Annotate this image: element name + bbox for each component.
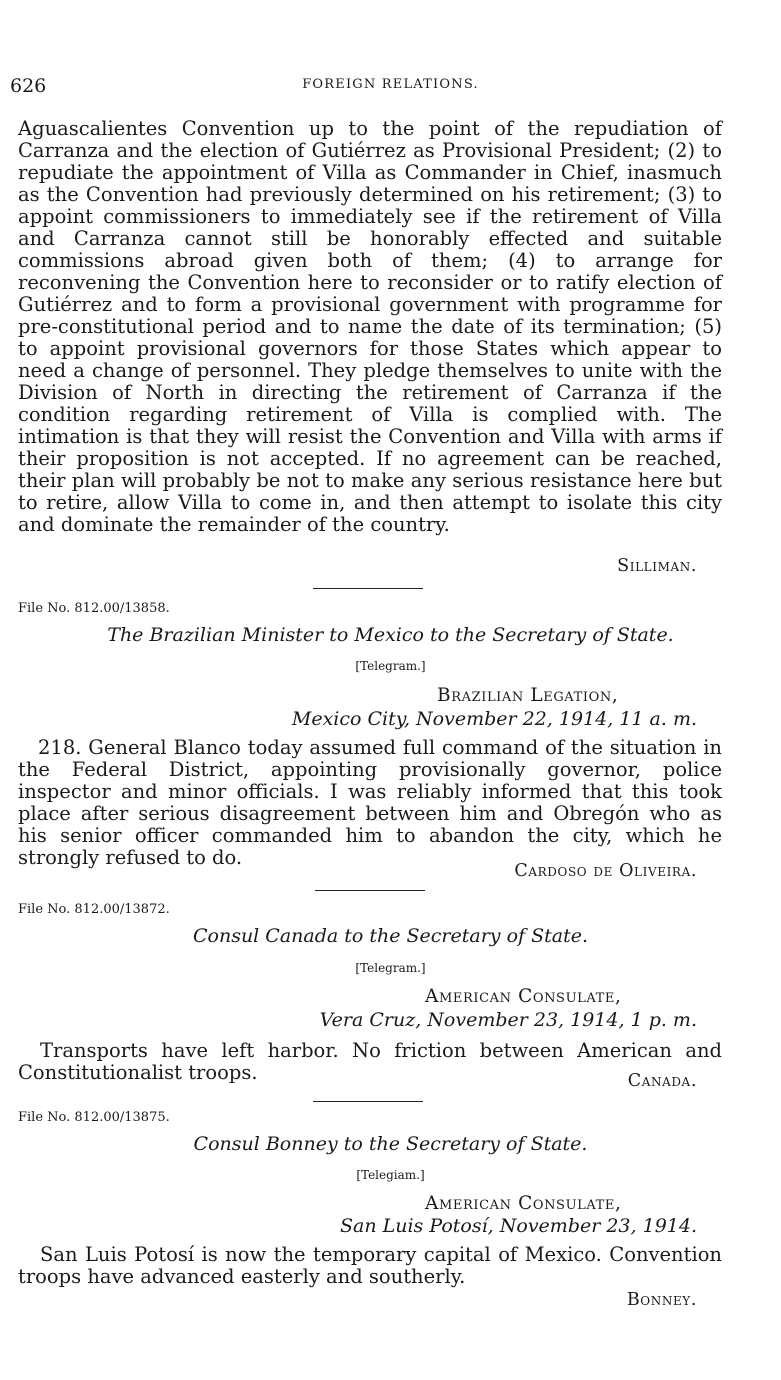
- telegram-body: San Luis Potosí is now the temporary capital of Mexico. Convention troops have advanced easterly and southerly.: [18, 1243, 722, 1288]
- telegram-label: [Telegram.]: [355, 659, 426, 673]
- file-number: File No. 812.00/13858.: [18, 601, 170, 616]
- file-number: File No. 812.00/13872.: [18, 902, 170, 917]
- signature-bonney: Bonney.: [626, 1290, 697, 1310]
- signature-silliman: Silliman.: [617, 556, 697, 576]
- telegram-label: [Telegram.]: [355, 961, 426, 975]
- page-header: [0, 75, 781, 99]
- document-title: Consul Canada to the Secretary of State.: [192, 925, 588, 947]
- dateline: San Luis Potosí, November 23, 1914.: [339, 1215, 697, 1237]
- section-divider: [315, 890, 425, 891]
- section-divider: [313, 1101, 423, 1102]
- dateline: Vera Cruz, November 23, 1914, 1 p. m.: [319, 1009, 697, 1031]
- section-divider: [313, 588, 423, 589]
- signature-canada: Canada.: [627, 1071, 697, 1091]
- signature-cardoso: Cardoso de Oliveira.: [514, 861, 697, 881]
- telegram-label: [Telegiam.]: [356, 1168, 425, 1182]
- document-title: The Brazilian Minister to Mexico to the Secretary of State.: [107, 624, 674, 646]
- dateline: Mexico City, November 22, 1914, 11 a. m.: [291, 708, 697, 730]
- origin-heading: American Consulate,: [425, 986, 622, 1007]
- page-number: 626: [10, 75, 47, 97]
- telegram-body: Transports have left harbor. No friction between American and Constitutionalist troops.: [18, 1039, 722, 1084]
- origin-heading: American Consulate,: [425, 1193, 622, 1214]
- running-head: FOREIGN RELATIONS.: [302, 77, 479, 92]
- file-number: File No. 812.00/13875.: [18, 1110, 170, 1125]
- telegram-body: 218. General Blanco today assumed full command of the situation in the Federal District, appointing provisionally governor, police inspector and minor officials. I was reliably informed that this took place after serious disagreement between him and Obregón who as his senior officer commanded him to abandon the city, which he strongly refused to do.: [18, 736, 722, 869]
- document-title: Consul Bonney to the Secretary of State.: [193, 1133, 588, 1155]
- origin-heading: Brazilian Legation,: [437, 685, 619, 706]
- continuation-paragraph: Aguascalientes Convention up to the point of the repudiation of Carranza and the election of Gutiérrez as Provisional President; (2) to repudiate the appointment of Villa as Commander in Chief, inasmuch as the Convention had previously determined on his retirement; (3) to appoint commissioners to immediately see if the retirement of Villa and Carranza cannot still be honorably effected and suitable commissions abroad given both of them; (4) to arrange for reconvening the Convention here to reconsider or to ratify election of Gutiérrez and to form a provisional government with programme for pre-constitutional period and to name the date of its termination; (5) to appoint provisional governors for those States which appear to need a change of personnel. They pledge themselves to unite with the Division of North in directing the retirement of Carranza if the condition regarding retirement of Villa is complied with. The intimation is that they will resist the Convention and Villa with arms if their proposition is not accepted. If no agreement can be reached, their plan will probably be not to make any serious resistance here but to retire, allow Villa to come in, and then attempt to isolate this city and dominate the remainder of the country.: [18, 117, 722, 536]
